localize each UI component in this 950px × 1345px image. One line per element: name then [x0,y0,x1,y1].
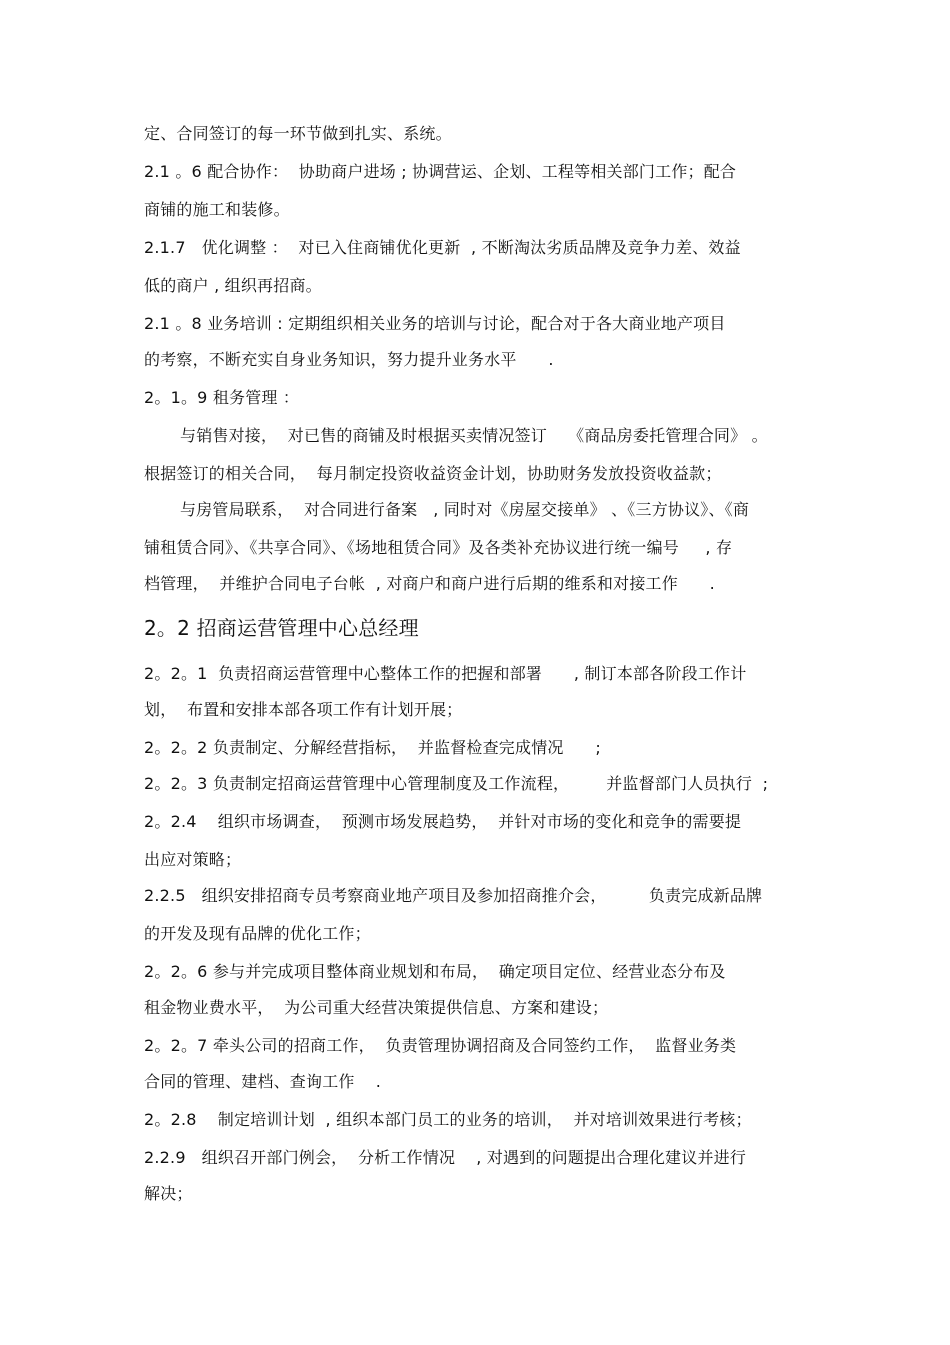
text-line: 2.1.7 优化调整 ： 对已入住商铺优化更新 , 不断淘汰劣质品牌及竞争力差、效益 [144,238,741,257]
text-line: 根据签订的相关合同， 每月制定投资收益资金计划，协助财务发放投资收益款； [144,464,722,483]
text-line: 2。1。9 租务管理 ： [144,388,300,407]
text-line: 2。2.4 组织市场调查， 预测市场发展趋势， 并针对市场的变化和竞争的需要提 [144,812,742,831]
text-line: 2.2.9 组织召开部门例会， 分析工作情况 , 对遇到的问题提出合理化建议并进行 [144,1148,747,1167]
text-line: 出应对策略； [144,850,242,869]
text-line: 与房管局联系， 对合同进行备案 , 同时对《房屋交接单》 、《三方协议》、《商 [180,500,750,519]
text-line: 2.1 。8 业务培训 : 定期组织相关业务的培训与讨论，配合对于各大商业地产项目 [144,314,726,333]
text-line: 的考察，不断充实自身业务知识，努力提升业务水平 . [144,350,554,369]
text-line: 商铺的施工和装修。 [144,200,290,219]
text-line: 2。2。6 参与并完成项目整体商业规划和布局， 确定项目定位、经营业态分布及 [144,962,726,981]
text-line: 铺租赁合同》、《共享合同》、《场地租赁合同》及各类补充协议进行统一编号 , 存 [144,538,733,557]
text-line: 2。2。7 牵头公司的招商工作， 负责管理协调招商及合同签约工作， 监督业务类 [144,1036,737,1055]
text-line: 低的商户 , 组织再招商。 [144,276,322,295]
text-line: 的开发及现有品牌的优化工作； [144,924,371,943]
text-line: 解决； [144,1184,193,1203]
text-line: 2。2.8 制定培训计划 , 组织本部门员工的业务的培训， 并对培训效果进行考核； [144,1110,752,1129]
text-line: 与销售对接， 对已售的商铺及时根据买卖情况签订 《商品房委托管理合同》 。 [180,426,768,445]
text-line: 2。2。3 负责制定招商运营管理中心管理制度及工作流程， 并监督部门人员执行 ; [144,774,769,793]
text-line: 租金物业费水平， 为公司重大经营决策提供信息、方案和建设； [144,998,609,1017]
text-line: 2。2。1 负责招商运营管理中心整体工作的把握和部署 , 制订本部各阶段工作计 [144,664,747,683]
section-heading: 2。2 招商运营管理中心总经理 [144,616,419,640]
text-line: 2.2.5 组织安排招商专员考察商业地产项目及参加招商推介会， 负责完成新品牌 [144,886,763,905]
text-line: 合同的管理、建档、查询工作 . [144,1072,382,1091]
text-line: 定、合同签订的每一环节做到扎实、系统。 [144,124,452,143]
text-line: 2.1 。6 配合协作： 协助商户进场 ; 协调营运、企划、工程等相关部门工作；配合 [144,162,737,181]
text-line: 档管理， 并维护合同电子台帐 , 对商户和商户进行后期的维系和对接工作 . [144,574,715,593]
text-line: 划， 布置和安排本部各项工作有计划开展； [144,700,463,719]
text-line: 2。2。2 负责制定、分解经营指标， 并监督检查完成情况 ; [144,738,601,757]
